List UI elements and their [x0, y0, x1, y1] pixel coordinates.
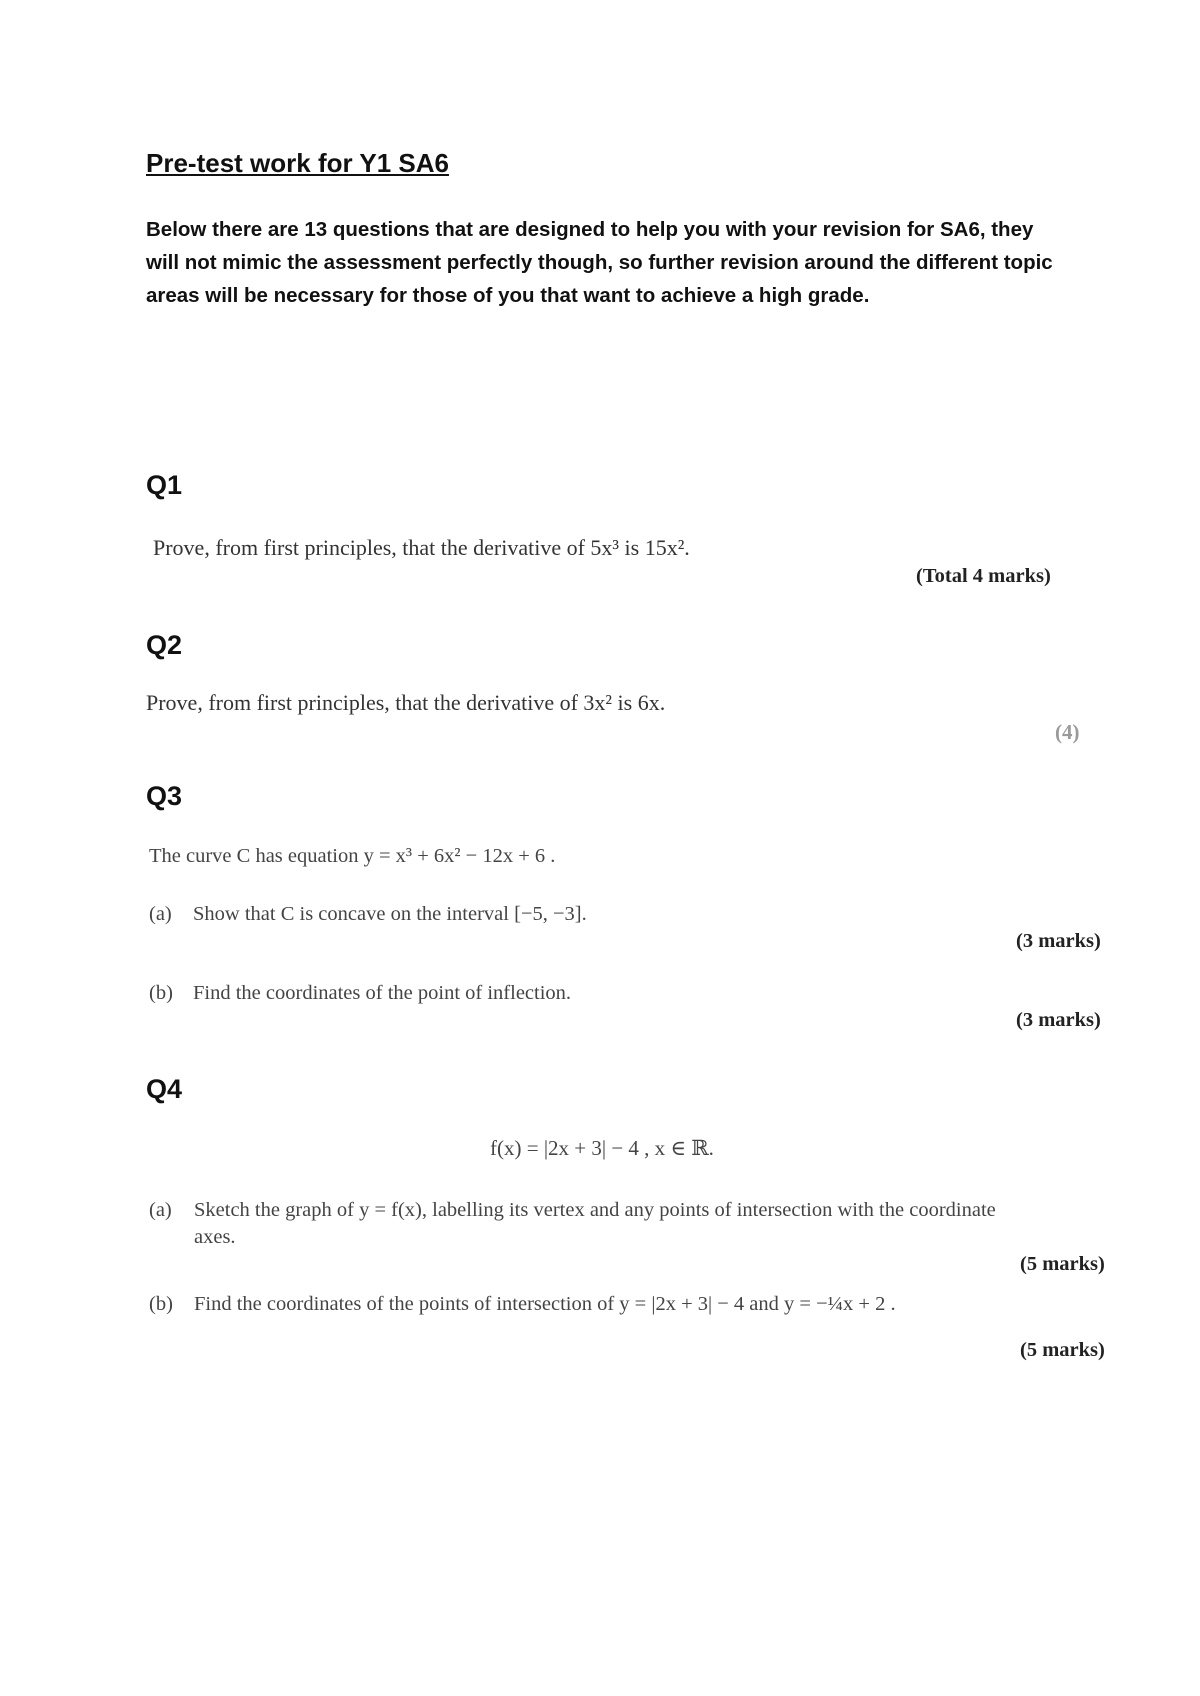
question-1-marks: (Total 4 marks) [916, 565, 1051, 587]
question-3b-label: (b) [149, 982, 173, 1004]
intro-paragraph: Below there are 13 questions that are designed to help you with your revision for SA6, they will not mimic the assessment perfectly though, so further revision around the different topic areas will be necessary for those of you that want to achieve a high grade. [146, 218, 1053, 307]
question-1-text: Prove, from first principles, that the derivative of 5x³ is 15x². [153, 535, 690, 560]
question-4a-marks: (5 marks) [1020, 1253, 1105, 1275]
question-3a-marks: (3 marks) [1016, 930, 1101, 952]
question-4-heading: Q4 [146, 1074, 183, 1104]
question-4b-marks: (5 marks) [1020, 1339, 1105, 1361]
question-3b-text: Find the coordinates of the point of inflection. [193, 982, 572, 1004]
question-4a-text-continued: axes. [194, 1226, 236, 1248]
question-4b-label: (b) [149, 1293, 173, 1315]
question-4a-label: (a) [149, 1199, 172, 1221]
page-title: Pre-test work for Y1 SA6 [146, 148, 449, 178]
question-3b-marks: (3 marks) [1016, 1009, 1101, 1031]
question-2-marks: (4) [1055, 720, 1080, 744]
question-4-function: f(x) = |2x + 3| − 4 , x ∈ ℝ. [490, 1136, 714, 1160]
question-3-equation: The curve C has equation y = x³ + 6x² − 12x + 6 . [149, 845, 556, 867]
question-2-heading: Q2 [146, 630, 183, 660]
question-3a-text: Show that C is concave on the interval [−5, −3]. [193, 903, 587, 925]
question-2-text: Prove, from first principles, that the derivative of 3x² is 6x. [146, 690, 666, 715]
question-1-heading: Q1 [146, 470, 183, 500]
question-3-heading: Q3 [146, 781, 183, 811]
question-4b-text: Find the coordinates of the points of intersection of y = |2x + 3| − 4 and y = −¼x + 2 . [194, 1293, 896, 1315]
question-4a-text: Sketch the graph of y = f(x), labelling its vertex and any points of intersection with the coordinate [194, 1199, 996, 1221]
question-3a-label: (a) [149, 903, 172, 925]
